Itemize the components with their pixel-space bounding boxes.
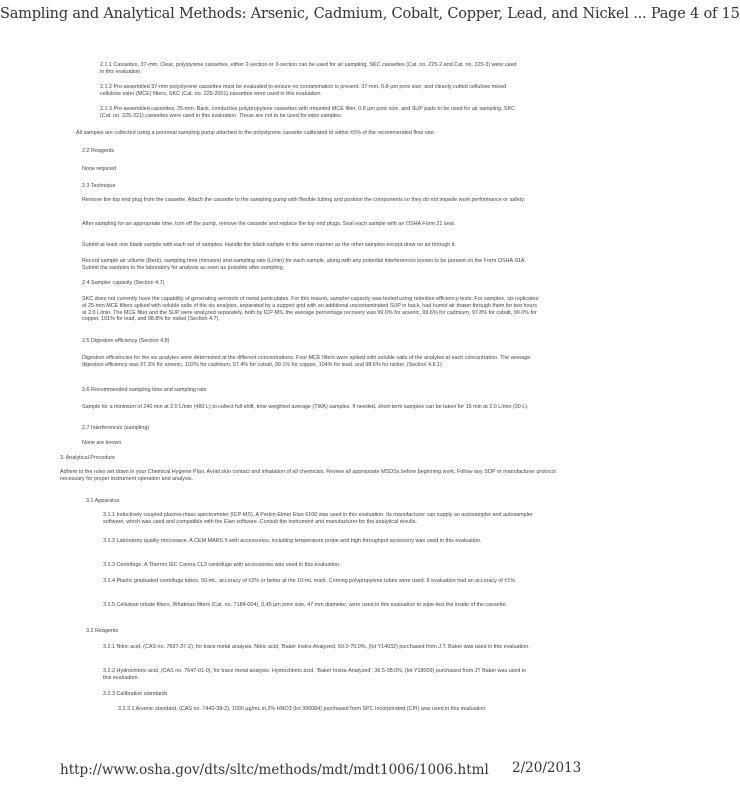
apparatus-3-1-3: 3.1.3 Centrifuge. A Thermo IEC Centra CL3 centrifuge with accessories was used in this evaluation. bbox=[103, 562, 341, 568]
reagents-none: None required bbox=[82, 166, 117, 172]
digestion-efficiency-text: Digestion efficiencies for the six analytes were determined at the different concentrations. Four MCE filters were spiked with soluble salts of the analytes at each concentration. The average digestion efficiency was 97.3% for arsenic, 102% for cadmium, 97.4% for cobalt, 99.1% for copper, 104% for lead, and 98.6% for nickel. (Section 4.8.1) bbox=[82, 355, 531, 368]
heading-3-2-3: 3.2.3 Calibration standards bbox=[103, 691, 168, 697]
footer-url[interactable]: http://www.osha.gov/dts/sltc/methods/mdt/mdt1006/1006.html bbox=[60, 762, 489, 778]
reagent-3-2-2: 3.2.2 Hydrochloric acid, (CAS no. 7647-01-0), for trace metal analysis. Hydrochloric acid, 'Baker Instra-Analyzed', 36.5-38.0%, (lot Y18009) purchased from JT Baker was used in this evaluation. bbox=[103, 668, 527, 681]
apparatus-3-1-2: 3.1.2 Laboratory quality microwave. A CEM MARS 5 with accessories, including temperature probe and high throughput accessory was used in this evaluation. bbox=[103, 538, 482, 544]
sampler-capacity-text: SKC does not currently have the capability of generating aerosols of metal particulates. For this reason, sampler capacity was tested using retention efficiency tests. For samples, six replicates of 25-mm MCE filters spiked with soluble salts of the six analytes, separated by a support grid with an additional uncontaminated SUP in back, had humid air drawn through them for two hours at 2.0 L/min. The MCE filter and the SUP were analyzed separately, both by ICP-MS, the average percentage recovery was 99.0% for arsenic, 99.6% for cadmium, 97.8% for cobalt, 99.0% for copper, 101% for lead, and 98.8% for nickel (Section 4.7). bbox=[82, 296, 539, 323]
technique-step-3: Submit at least one blank sample with each set of samples. Handle the blank sample in the same manner as the other samples except draw no air through it. bbox=[82, 242, 456, 248]
reagent-3-2-1: 3.2.1 Nitric acid, (CAS no. 7697-37-2), for trace metal analysis. Nitric acid, 'Baker Instra-Analyzed, 69.0-70.0%, (lot Y14032) purchased from J.T. Baker was used in this evaluation. bbox=[103, 644, 530, 650]
apparatus-3-1-5: 3.1.5 Cellulose nitrate filters, Whatman filters (Cat. no. 7184-004), 0.45 µm pore size, 47 mm diameter, were used in this evaluation to wipe-test the inside of the cassette. bbox=[103, 602, 508, 608]
heading-2-2: 2.2 Reagents bbox=[82, 148, 115, 154]
footer-date: 2/20/2013 bbox=[512, 760, 582, 776]
apparatus-3-1-4: 3.1.4 Plastic graduated centrifuge tubes, 50-mL, accuracy of ±2% or better at the 10-mL mark. Corning polypropylene tubes were used. It evaluation had an accuracy of ±1%. bbox=[103, 578, 517, 584]
apparatus-3-1-1: 3.1.1 Inductively coupled plasma-mass spectrometer (ICP-MS). A Perkin-Elmer Elan 6100 was used in this evaluation. Its manufacturer can supply an autosampler and autosampler software, which was used and compatible with the Elan software. Consult the instrument and manufacturer for the analytical results. bbox=[103, 512, 533, 525]
heading-2-6: 2.6 Recommended sampling time and sampling rate bbox=[82, 387, 207, 393]
section-2-1-3: 2.1.3 Pre-assembled cassettes, 25-mm. Back, conductive polypropylene cassettes with mounted MCE filter, 0.8 µm pore size, and SUP pads to be used for air sampling. SKC (Cat. no. 225-321) cassettes were used in this evaluation. These are not to be used for wipe samples. bbox=[100, 106, 515, 119]
technique-step-1: Remove the top end plug from the cassette. Attach the cassette to the sampling pump with flexible tubing and position the components so they do not impede work performance or safety. bbox=[82, 197, 526, 203]
sampling-time-text: Sample for a minimum of 240 min at 2.0 L/min (480 L) to collect full-shift, time weighted average (TWA) samples. If needed, short-term samples can be taken for 15 min at 2.0 L/min (30 L). bbox=[82, 404, 529, 410]
heading-2-7: 2.7 Interferences (sampling) bbox=[82, 425, 150, 431]
standard-3-2-3-1: 3.2.3.1 Arsenic standard, (CAS no. 7440-38-2), 1000 µg/mL in 2% HNO3 (lot 390084) purchased from SPC Incorporated (CPI) was used in this evaluation. bbox=[118, 706, 487, 712]
heading-2-4: 2.4 Sampler capacity (Section 4.7) bbox=[82, 280, 165, 286]
section-2-1-1: 2.1.1 Cassettes, 37-mm. Clear, polystyrene cassettes, either 2-section or 3-section can be used for air sampling. SKC cassettes (Cat. no. 225-2 and Cat. no. 225-3) were used in this evaluation. bbox=[100, 62, 517, 75]
sampling-pump-note: All samples are collected using a personal sampling pump attached to the polystyrene cassette calibrated to within ±5% of the recommended flow rate. bbox=[76, 130, 436, 136]
heading-3-2: 3.2 Reagents bbox=[86, 628, 119, 634]
heading-3: 3. Analytical Procedure bbox=[60, 455, 116, 461]
analytical-procedure-intro: Adhere to the rules set down in your Chemical Hygiene Plan. Avoid skin contact and inhalation of all chemicals. Review all appropriate MSDSs before beginning work. Follow any SOP or manufacturer protocol necessary for proper instrument operation and analysis. bbox=[60, 469, 556, 482]
heading-2-5: 2.5 Digestion efficiency (Section 4.8) bbox=[82, 338, 170, 344]
heading-3-1: 3.1 Apparatus bbox=[86, 498, 120, 504]
technique-step-4: Record sample air volume (liters), sampling time (minutes) and sampling rate (L/min) for each sample, along with any potential interferences known to be present on the Form OSHA-91A. Submit the samples to the laboratory for analysis as soon as possible after sampling. bbox=[82, 258, 527, 271]
interferences-none: None are known bbox=[82, 440, 122, 446]
section-2-1-2: 2.1.2 Pre-assembled 37-mm polystyrene cassettes must be evaluated to ensure no contamination is present. 37-mm, 0.8-µm pore size, and cleanly cutted cellulose mixed cellulose ester (MCE) filters, SKC (Cat. no. 225-2001) cassettes were used in this evaluation. bbox=[100, 84, 507, 97]
page-header: Sampling and Analytical Methods: Arsenic, Cadmium, Cobalt, Copper, Lead, and Nickel ... Page 4 of 15 bbox=[0, 6, 740, 22]
technique-step-2: After sampling for an appropriate time, turn off the pump, remove the cassette and replace the top end plugs. Seal each sample with an OSHA Form 21 seal. bbox=[82, 221, 456, 227]
heading-2-3: 2.3 Technique bbox=[82, 183, 116, 189]
